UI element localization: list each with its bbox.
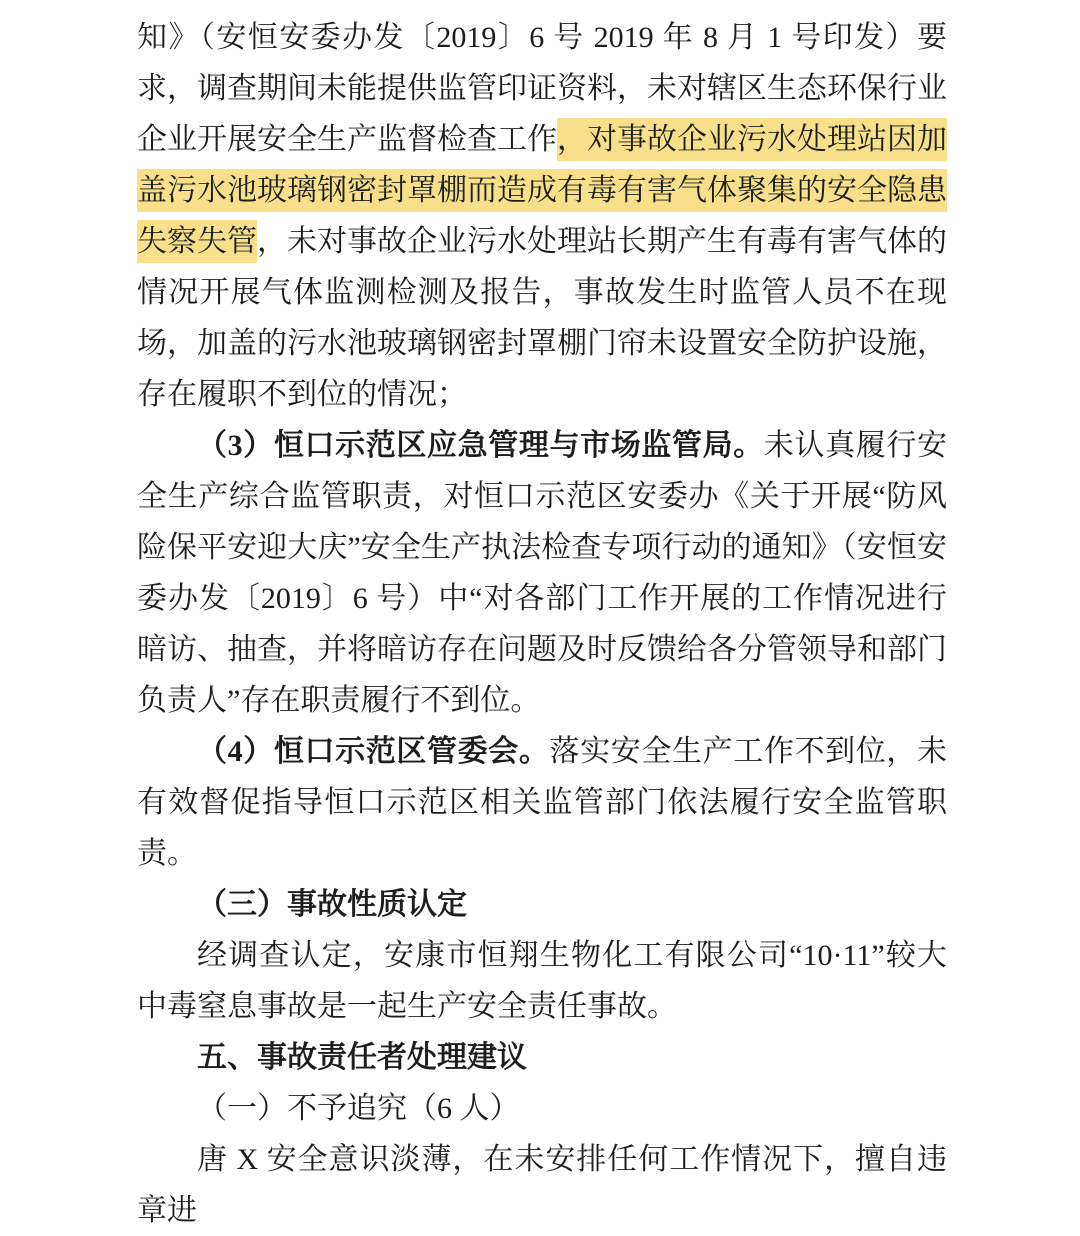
highlighted-text: ，对事故企业污水处理站因加盖污水池玻璃钢密封罩棚而造成有毒有害气体聚集的安全隐患失察失管 [137,118,947,263]
bold-heading-text: 五、事故责任者处理建议 [197,1041,527,1074]
paragraph-2 [137,420,947,726]
bold-heading-text: （3）恒口示范区应急管理与市场监管局。 [197,429,764,462]
paragraph-5 [137,930,947,1032]
paragraph-6 [137,1032,947,1083]
paragraph-3 [137,726,947,879]
body-text: 经调查认定，安康市恒翔生物化工有限公司“10·11”较大中毒窒息事故是一起生产安全责任事故。 [137,939,947,1023]
bold-heading-text: （4）恒口示范区管委会。 [197,735,550,768]
body-text: 唐 X 安全意识淡薄，在未安排任何工作情况下，擅自违章进 [137,1143,947,1227]
paragraph-4 [137,879,947,930]
paragraph-7 [137,1083,947,1134]
paragraph-8 [137,1134,947,1236]
body-text: 知》（安恒安委办发〔2019〕6 号 2019 年 8 月 1 号印发）要求，调查期间未能提供监管印证资料，未对辖区生态环保行业企业开展安全生产监督检查工作 [137,21,947,156]
body-text: （一）不予追究（6 人） [197,1092,520,1125]
bold-heading-text: （三）事故性质认定 [197,888,467,921]
body-text: ，未对事故企业污水处理站长期产生有毒有害气体的情况开展气体监测检测及报告，事故发生时监管人员不在现场，加盖的污水池玻璃钢密封罩棚门帘未设置安全防护设施，存在履职不到位的情况； [137,225,947,411]
body-text: 落实安全生产工作不到位，未有效督促指导恒口示范区相关监管部门依法履行安全监管职责。 [137,735,947,870]
paragraph-1 [137,12,947,420]
body-text: 未认真履行安全生产综合监管职责，对恒口示范区安委办《关于开展“防风险保平安迎大庆”安全生产执法检查专项行动的通知》（安恒安委办发〔2019〕6 号）中“对各部门工作开展的工作情况进行暗访、抽查，并将暗访存在问题及时反馈给各分管领导和部门负责人”存在职责履行不到位。 [137,429,947,717]
